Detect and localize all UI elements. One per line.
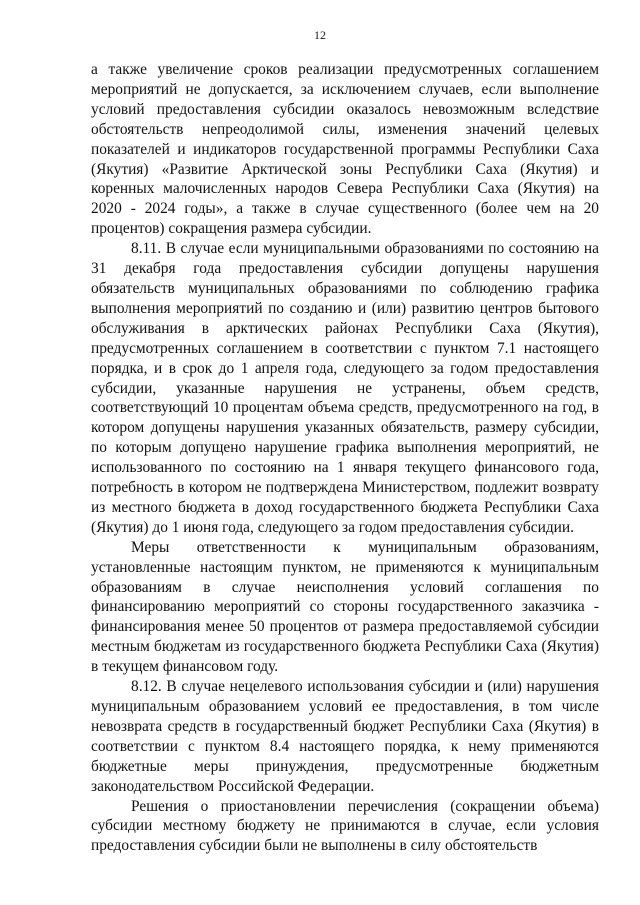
paragraph-decisions: Решения о приостановлении перечисления (сокращении объема) субсидии местному бюджету не принимаются в случае, если условия предоставления субсидии были не выполнены в силу обстоятельств [91, 797, 599, 855]
paragraph-liability: Меры ответственности к муниципальным образованиям, установленные настоящим пунктом, не применяются к муниципальным образованиям в случае неисполнения условий соглашения по финансированию мероприятий со стороны государственного заказчика - финансирования менее 50 процентов от размера предоставляемой субсидии местным бюджетам из государственного бюджета Республики Саха (Якутия) в текущем финансовом году. [91, 538, 599, 676]
paragraph-8-12: 8.12. В случае нецелевого использования субсидии и (или) нарушения муниципальным образованием условий ее предоставления, в том числе невозврата средств в государственный бюджет Республики Саха (Якутия) в соответствии с пунктом 8.4 настоящего порядка, к нему применяются бюджетные меры принуждения, предусмотренные бюджетным законодательством Российской Федерации. [91, 678, 599, 795]
document-body [91, 60, 599, 856]
page-number: 12 [314, 28, 326, 42]
paragraph-8-11: 8.11. В случае если муниципальными образованиями по состоянию на 31 декабря года предоставления субсидии допущены нарушения обязательств муниципальных образованиями по соблюдению графика выполнения мероприятий по созданию и (или) развитию центров бытового обслуживания в арктических районах Республики Саха (Якутия), предусмотренных соглашением в соответствии с пунктом 7.1 настоящего порядка, и в срок до 1 апреля года, следующего за годом предоставления субсидии, указанные нарушения не устранены, объем средств, соответствующий 10 процентам объема средств, предусмотренного на год, в котором допущены нарушения указанных обязательств, размеру субсидии, по которым допущено нарушение графика выполнения мероприятий, не использованного по состоянию на 1 января текущего финансового года, потребность в котором не подтверждена Министерством, подлежит возврату из местного бюджета в доход государственного бюджета Республики Саха (Якутия) до 1 июня года, следующего за годом предоставления субсидии. [91, 240, 599, 536]
paragraph-continuation: а также увеличение сроков реализации предусмотренных соглашением мероприятий не допускается, за исключением случаев, если выполнение условий предоставления субсидии оказалось невозможным вследствие обстоятельств непреодолимой силы, изменения значений целевых показателей и индикаторов государственной программы Республики Саха (Якутия) «Развитие Арктической зоны Республики Саха (Якутия) и коренных малочисленных народов Севера Республики Саха (Якутия) на 2020 - 2024 годы», а также в случае существенного (более чем на 20 процентов) сокращения размера субсидии. [91, 61, 599, 238]
